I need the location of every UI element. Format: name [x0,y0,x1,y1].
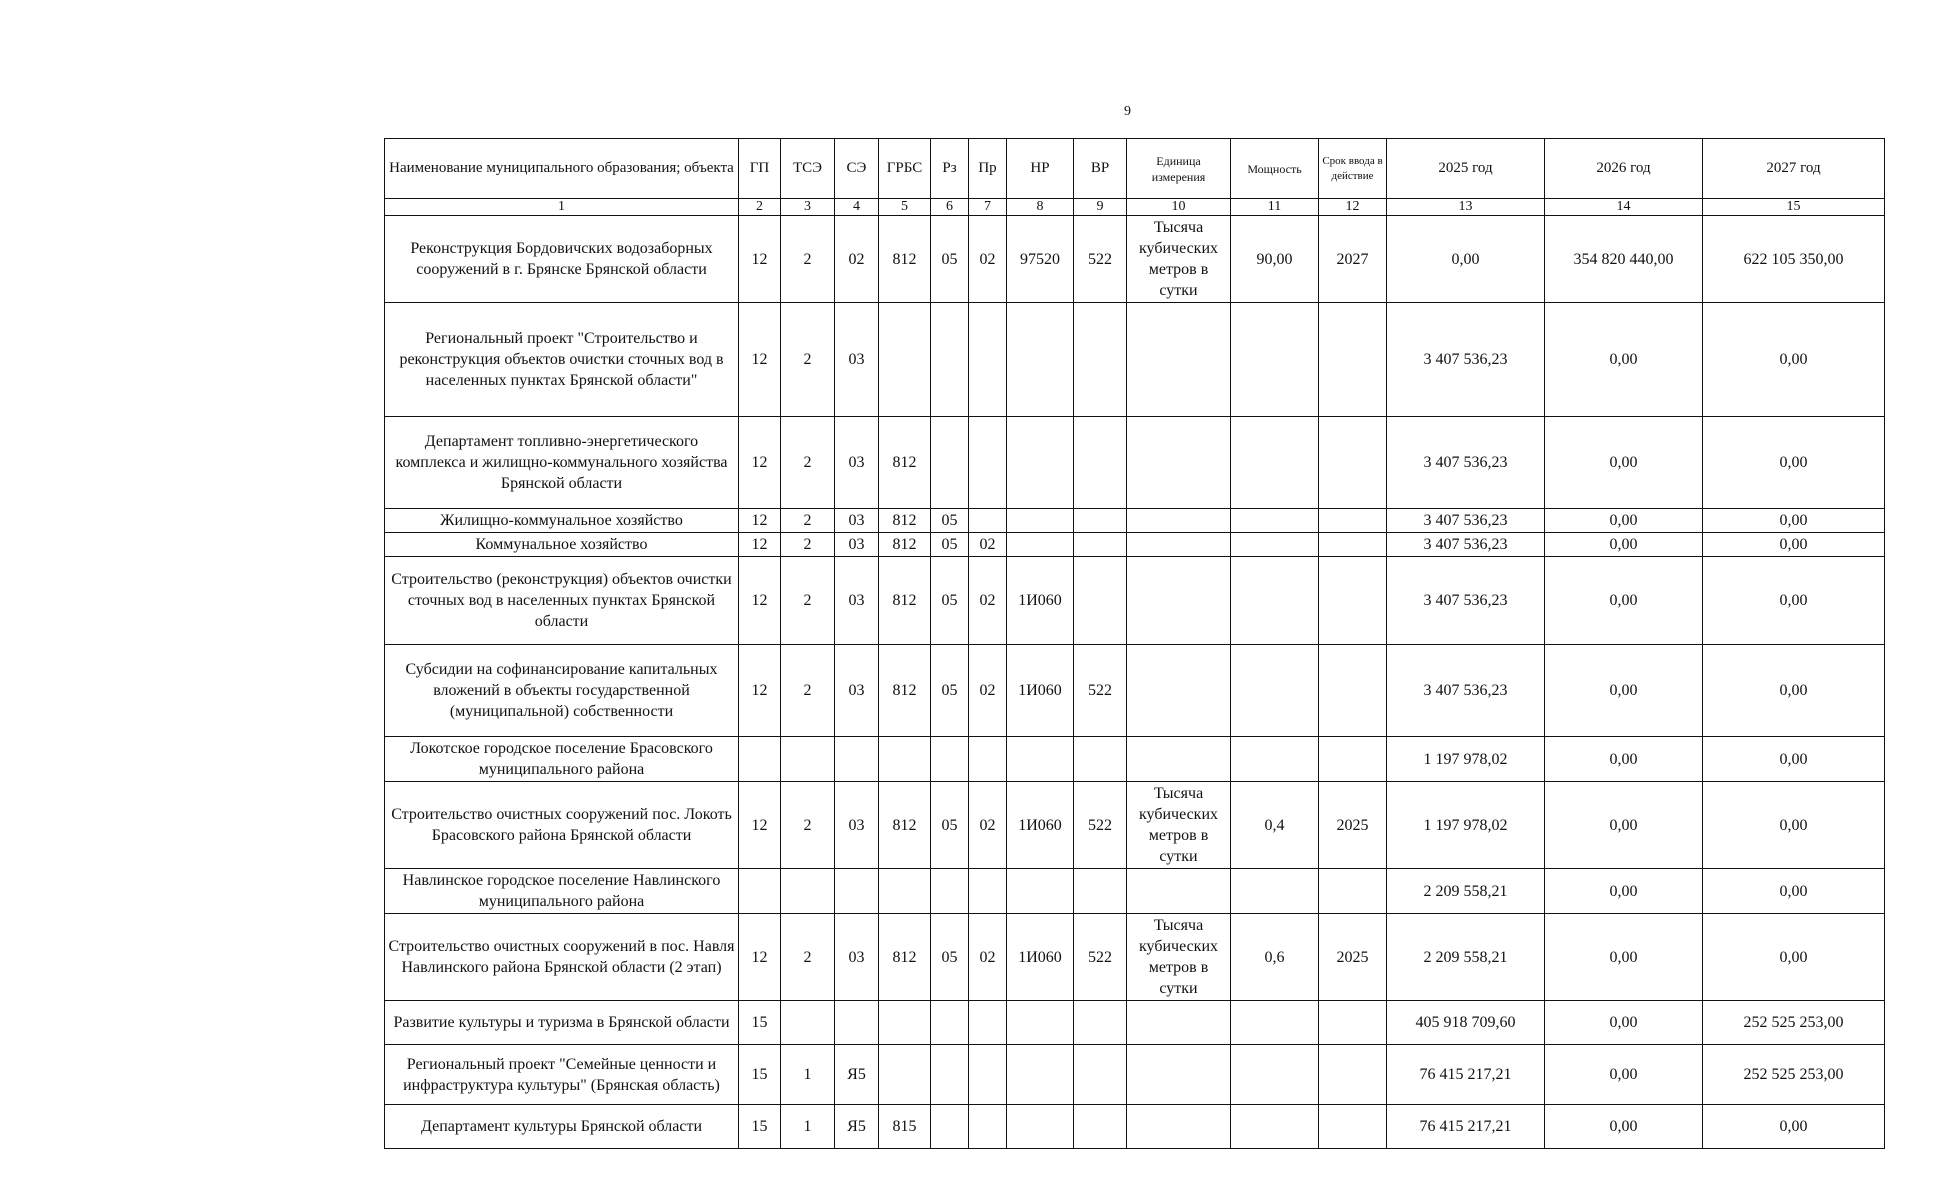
row-name: Реконструкция Бордовичских водозаборных сооружений в г. Брянске Брянской области [385,216,739,303]
row-grbs: 812 [879,533,931,557]
table-row [385,1045,1885,1105]
header-vr: ВР [1074,139,1127,199]
row-term: 2027 [1319,216,1387,303]
table-row [385,417,1885,509]
column-number: 10 [1127,199,1231,216]
row-value-2026: 0,00 [1545,645,1703,737]
row-tse: 1 [781,1045,835,1105]
row-name: Региональный проект "Строительство и реконструкция объектов очистки сточных вод в населенных пунктах Брянской области" [385,303,739,417]
row-unit [1127,557,1231,645]
column-number: 9 [1074,199,1127,216]
header-2025: 2025 год [1387,139,1545,199]
row-nr [1007,1105,1074,1149]
row-gp: 12 [739,509,781,533]
row-pr: 02 [969,533,1007,557]
column-number: 1 [385,199,739,216]
budget-table [384,138,1885,1149]
row-value-2027: 0,00 [1703,557,1885,645]
row-grbs: 812 [879,216,931,303]
row-vr: 522 [1074,782,1127,869]
row-value-2026: 0,00 [1545,1105,1703,1149]
row-se: 03 [835,914,879,1001]
row-value-2027: 0,00 [1703,782,1885,869]
row-rz: 05 [931,533,969,557]
row-name: Развитие культуры и туризма в Брянской области [385,1001,739,1045]
row-rz: 05 [931,216,969,303]
row-gp: 15 [739,1001,781,1045]
row-value-2026: 0,00 [1545,533,1703,557]
row-value-2027: 0,00 [1703,869,1885,914]
row-gp: 12 [739,645,781,737]
table-row [385,557,1885,645]
row-value-2026: 0,00 [1545,1045,1703,1105]
row-rz: 05 [931,557,969,645]
row-unit [1127,533,1231,557]
row-vr: 522 [1074,645,1127,737]
row-nr: 1И060 [1007,782,1074,869]
row-unit [1127,645,1231,737]
row-gp: 12 [739,557,781,645]
table-row [385,533,1885,557]
row-vr [1074,1001,1127,1045]
row-term [1319,533,1387,557]
row-rz [931,417,969,509]
header-nr: НР [1007,139,1074,199]
header-se: СЭ [835,139,879,199]
row-tse: 2 [781,417,835,509]
row-power [1231,1045,1319,1105]
header-2026: 2026 год [1545,139,1703,199]
row-nr [1007,509,1074,533]
row-pr [969,417,1007,509]
row-name: Департамент культуры Брянской области [385,1105,739,1149]
row-se: 03 [835,557,879,645]
row-value-2025: 2 209 558,21 [1387,869,1545,914]
row-gp: 15 [739,1105,781,1149]
row-value-2026: 0,00 [1545,782,1703,869]
row-term [1319,645,1387,737]
row-vr: 522 [1074,216,1127,303]
column-number: 2 [739,199,781,216]
row-name: Локотское городское поселение Брасовского муниципального района [385,737,739,782]
row-name: Коммунальное хозяйство [385,533,739,557]
row-term [1319,303,1387,417]
row-power [1231,737,1319,782]
column-number: 13 [1387,199,1545,216]
row-vr [1074,509,1127,533]
row-term [1319,1045,1387,1105]
row-value-2026: 0,00 [1545,417,1703,509]
row-value-2027: 0,00 [1703,509,1885,533]
row-pr: 02 [969,782,1007,869]
row-unit [1127,737,1231,782]
column-number: 6 [931,199,969,216]
header-unit: Единица измерения [1127,139,1231,199]
header-term: Срок ввода в действие [1319,139,1387,199]
row-gp: 15 [739,1045,781,1105]
row-term [1319,869,1387,914]
column-number: 15 [1703,199,1885,216]
row-term [1319,1105,1387,1149]
table-row [385,1001,1885,1045]
table-row [385,1105,1885,1149]
row-grbs: 815 [879,1105,931,1149]
row-value-2026: 0,00 [1545,303,1703,417]
row-value-2025: 405 918 709,60 [1387,1001,1545,1045]
header-grbs: ГРБС [879,139,931,199]
row-value-2027: 0,00 [1703,1105,1885,1149]
column-number: 8 [1007,199,1074,216]
table-row [385,645,1885,737]
table-row [385,782,1885,869]
table-row [385,216,1885,303]
row-grbs [879,1001,931,1045]
row-power: 0,6 [1231,914,1319,1001]
row-nr: 97520 [1007,216,1074,303]
row-value-2027: 0,00 [1703,645,1885,737]
row-name: Департамент топливно-энергетического комплекса и жилищно-коммунального хозяйства Брянской области [385,417,739,509]
row-value-2027: 252 525 253,00 [1703,1001,1885,1045]
row-se [835,737,879,782]
row-tse: 1 [781,1105,835,1149]
header-power: Мощность [1231,139,1319,199]
row-value-2027: 0,00 [1703,303,1885,417]
row-value-2026: 0,00 [1545,869,1703,914]
row-vr [1074,533,1127,557]
row-value-2026: 354 820 440,00 [1545,216,1703,303]
row-nr [1007,533,1074,557]
row-power: 0,4 [1231,782,1319,869]
table-body [385,216,1885,1149]
row-tse [781,1001,835,1045]
table-row [385,509,1885,533]
row-tse: 2 [781,782,835,869]
row-rz [931,869,969,914]
header-tse: ТСЭ [781,139,835,199]
row-tse [781,869,835,914]
row-gp: 12 [739,782,781,869]
row-vr [1074,303,1127,417]
column-number: 14 [1545,199,1703,216]
row-gp: 12 [739,303,781,417]
row-value-2025: 0,00 [1387,216,1545,303]
row-nr [1007,303,1074,417]
row-power [1231,1105,1319,1149]
row-value-2027: 0,00 [1703,737,1885,782]
row-pr [969,869,1007,914]
row-unit: Тысяча кубических метров в сутки [1127,914,1231,1001]
table-row [385,303,1885,417]
row-vr [1074,1105,1127,1149]
column-number: 3 [781,199,835,216]
row-term [1319,509,1387,533]
row-power [1231,645,1319,737]
row-rz [931,1001,969,1045]
row-value-2025: 3 407 536,23 [1387,303,1545,417]
row-rz: 05 [931,645,969,737]
row-unit [1127,869,1231,914]
row-tse [781,737,835,782]
row-power [1231,303,1319,417]
row-unit [1127,509,1231,533]
row-nr [1007,417,1074,509]
row-term [1319,417,1387,509]
row-value-2025: 1 197 978,02 [1387,737,1545,782]
row-grbs: 812 [879,509,931,533]
row-tse: 2 [781,509,835,533]
row-unit [1127,303,1231,417]
row-name: Строительство (реконструкция) объектов очистки сточных вод в населенных пунктах Брянской области [385,557,739,645]
row-se: 03 [835,417,879,509]
row-value-2026: 0,00 [1545,557,1703,645]
row-power: 90,00 [1231,216,1319,303]
page-number: 9 [1124,104,1131,119]
row-pr [969,1045,1007,1105]
row-tse: 2 [781,216,835,303]
header-2027: 2027 год [1703,139,1885,199]
row-term: 2025 [1319,782,1387,869]
row-pr: 02 [969,216,1007,303]
row-pr [969,1001,1007,1045]
row-power [1231,869,1319,914]
row-power [1231,417,1319,509]
row-power [1231,533,1319,557]
row-se: Я5 [835,1105,879,1149]
row-nr: 1И060 [1007,914,1074,1001]
row-unit [1127,417,1231,509]
row-se: 03 [835,533,879,557]
row-unit: Тысяча кубических метров в сутки [1127,216,1231,303]
row-value-2027: 0,00 [1703,417,1885,509]
row-name: Строительство очистных сооружений в пос. Навля Навлинского района Брянской области (2 этап) [385,914,739,1001]
row-grbs: 812 [879,417,931,509]
header-pr: Пр [969,139,1007,199]
row-tse: 2 [781,557,835,645]
row-gp: 12 [739,417,781,509]
row-gp: 12 [739,216,781,303]
row-value-2026: 0,00 [1545,737,1703,782]
row-rz: 05 [931,914,969,1001]
header-rz: Рз [931,139,969,199]
row-value-2025: 3 407 536,23 [1387,557,1545,645]
column-number: 12 [1319,199,1387,216]
row-name: Субсидии на софинансирование капитальных вложений в объекты государственной (муниципальной) собственности [385,645,739,737]
column-number: 5 [879,199,931,216]
row-name: Навлинское городское поселение Навлинского муниципального района [385,869,739,914]
row-unit [1127,1105,1231,1149]
row-tse: 2 [781,303,835,417]
row-se: 03 [835,303,879,417]
row-pr [969,1105,1007,1149]
row-se [835,1001,879,1045]
row-grbs [879,1045,931,1105]
row-tse: 2 [781,914,835,1001]
row-value-2027: 0,00 [1703,914,1885,1001]
row-unit: Тысяча кубических метров в сутки [1127,782,1231,869]
row-vr [1074,557,1127,645]
row-power [1231,509,1319,533]
row-term [1319,557,1387,645]
row-grbs [879,869,931,914]
row-name: Строительство очистных сооружений пос. Локоть Брасовского района Брянской области [385,782,739,869]
row-value-2027: 252 525 253,00 [1703,1045,1885,1105]
row-value-2027: 622 105 350,00 [1703,216,1885,303]
row-grbs: 812 [879,645,931,737]
row-se: 03 [835,509,879,533]
row-value-2025: 3 407 536,23 [1387,533,1545,557]
row-name: Жилищно-коммунальное хозяйство [385,509,739,533]
row-term: 2025 [1319,914,1387,1001]
column-number: 7 [969,199,1007,216]
row-gp: 12 [739,914,781,1001]
row-value-2027: 0,00 [1703,533,1885,557]
row-tse: 2 [781,533,835,557]
row-nr [1007,1045,1074,1105]
row-value-2025: 3 407 536,23 [1387,417,1545,509]
table-header-row [385,139,1885,199]
row-rz [931,737,969,782]
row-gp: 12 [739,533,781,557]
row-grbs [879,303,931,417]
row-unit [1127,1045,1231,1105]
row-term [1319,1001,1387,1045]
row-rz: 05 [931,782,969,869]
row-pr: 02 [969,914,1007,1001]
table-row [385,914,1885,1001]
row-value-2026: 0,00 [1545,1001,1703,1045]
row-rz [931,1105,969,1149]
row-value-2025: 2 209 558,21 [1387,914,1545,1001]
row-value-2025: 3 407 536,23 [1387,509,1545,533]
row-grbs: 812 [879,914,931,1001]
row-se: 03 [835,645,879,737]
row-vr [1074,869,1127,914]
row-vr [1074,1045,1127,1105]
row-nr [1007,737,1074,782]
column-number: 4 [835,199,879,216]
column-number: 11 [1231,199,1319,216]
row-nr [1007,1001,1074,1045]
row-nr [1007,869,1074,914]
header-name: Наименование муниципального образования; объекта [385,139,739,199]
row-unit [1127,1001,1231,1045]
row-se: 02 [835,216,879,303]
row-value-2026: 0,00 [1545,509,1703,533]
row-vr [1074,737,1127,782]
row-pr [969,737,1007,782]
row-se: Я5 [835,1045,879,1105]
row-value-2026: 0,00 [1545,914,1703,1001]
row-se [835,869,879,914]
row-value-2025: 1 197 978,02 [1387,782,1545,869]
row-rz [931,1045,969,1105]
row-vr [1074,417,1127,509]
row-value-2025: 3 407 536,23 [1387,645,1545,737]
row-grbs [879,737,931,782]
row-pr: 02 [969,645,1007,737]
header-gp: ГП [739,139,781,199]
row-grbs: 812 [879,782,931,869]
column-number-row [385,199,1885,216]
row-gp [739,869,781,914]
row-rz: 05 [931,509,969,533]
row-pr: 02 [969,557,1007,645]
row-se: 03 [835,782,879,869]
row-value-2025: 76 415 217,21 [1387,1045,1545,1105]
row-value-2025: 76 415 217,21 [1387,1105,1545,1149]
table-row [385,737,1885,782]
row-rz [931,303,969,417]
row-vr: 522 [1074,914,1127,1001]
row-gp [739,737,781,782]
row-nr: 1И060 [1007,645,1074,737]
row-term [1319,737,1387,782]
row-grbs: 812 [879,557,931,645]
row-nr: 1И060 [1007,557,1074,645]
row-power [1231,1001,1319,1045]
row-pr [969,303,1007,417]
row-name: Региональный проект "Семейные ценности и инфраструктура культуры" (Брянская область) [385,1045,739,1105]
row-tse: 2 [781,645,835,737]
row-pr [969,509,1007,533]
table-row [385,869,1885,914]
row-power [1231,557,1319,645]
